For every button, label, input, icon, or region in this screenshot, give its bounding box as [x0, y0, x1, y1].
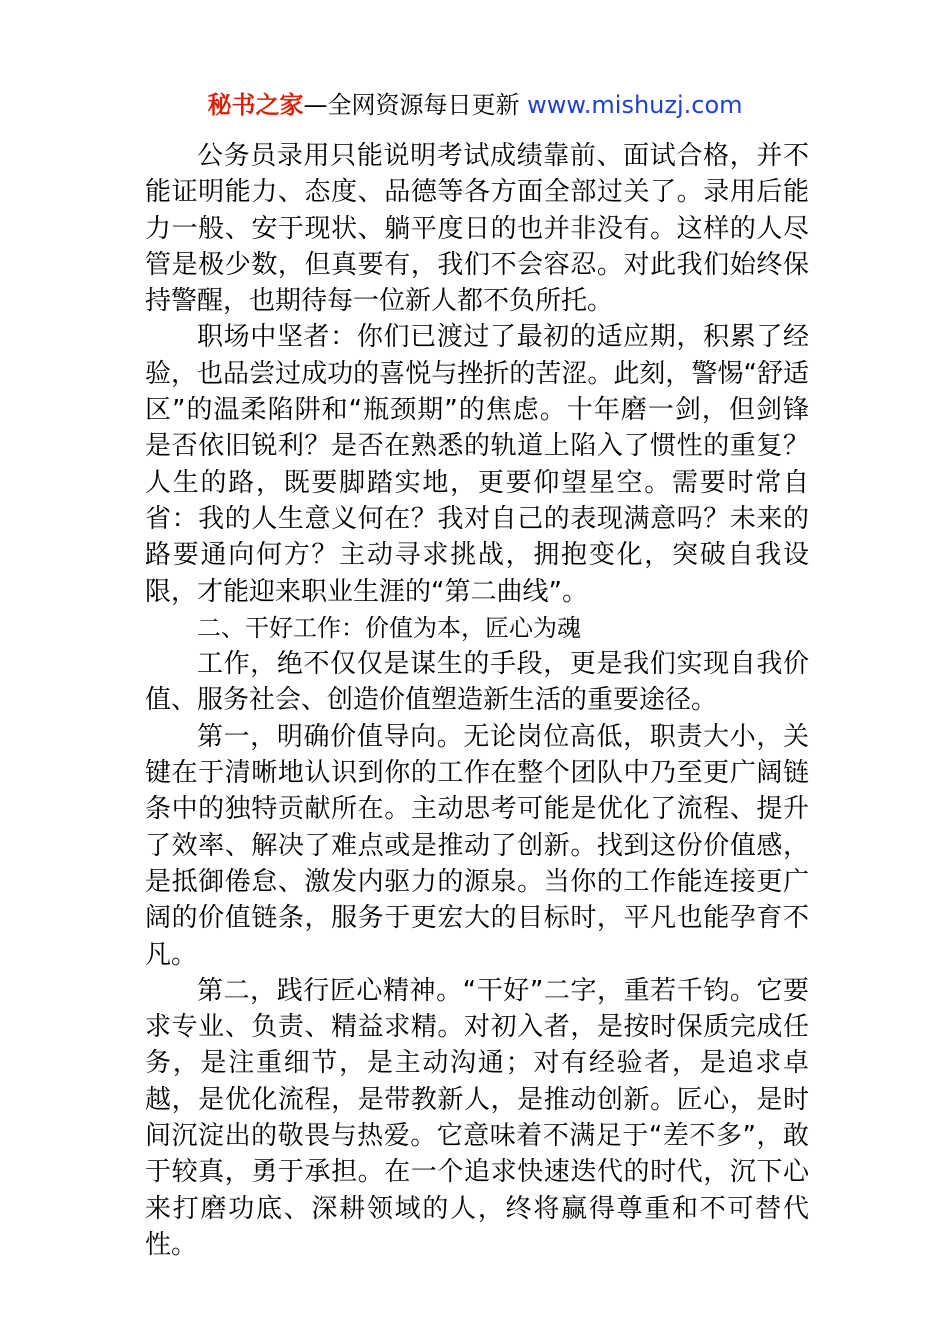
section-heading: 二、干好工作：价值为本，匠心为魂	[197, 613, 581, 642]
page-header	[0, 88, 950, 122]
paragraph: 职场中坚者：你们已渡过了最初的适应期，积累了经验，也品尝过成功的喜悦与挫折的苦涩。此刻，警惕“舒适区”的温柔陷阱和“瓶颈期”的焦虑。十年磨一剑，但剑锋是否依旧锐利？是否在熟悉的轨道上陷入了惯性的重复？人生的路，既要脚踏实地，更要仰望星空。需要时常自省：我的人生意义何在？我对自己的表现满意吗？未来的路要通向何方？主动寻求挑战，拥抱变化，突破自我设限，才能迎来职业生涯的“第二曲线”。	[145, 322, 809, 607]
brand-name: 秘书之家	[207, 91, 304, 119]
site-url-link[interactable]: www.mishuzj.com	[527, 91, 743, 119]
paragraph: 第二，践行匠心精神。“干好”二字，重若千钧。它要求专业、负责、精益求精。对初入者，是按时保质完成任务，是注重细节，是主动沟通；对有经验者，是追求卓越，是优化流程，是带教新人，是推动创新。匠心，是时间沉淀出的敬畏与热爱。它意味着不满足于“差不多”，敢于较真，勇于承担。在一个追求快速迭代的时代，沉下心来打磨功底、深耕领域的人，终将赢得尊重和不可替代性。	[145, 975, 809, 1260]
paragraph: 第一，明确价值导向。无论岗位高低，职责大小，关键在于清晰地认识到你的工作在整个团队中乃至更广阔链条中的独特贡献所在。主动思考可能是优化了流程、提升了效率、解决了难点或是推动了创新。找到这份价值感，是抵御倦怠、激发内驱力的源泉。当你的工作能连接更广阔的价值链条，服务于更宏大的目标时，平凡也能孕育不凡。	[145, 721, 809, 970]
paragraph: 工作，绝不仅仅是谋生的手段，更是我们实现自我价值、服务社会、创造价值塑造新生活的重要途径。	[145, 649, 809, 716]
document-body	[145, 138, 809, 1263]
paragraph: 公务员录用只能说明考试成绩靠前、面试合格，并不能证明能力、态度、品德等各方面全部过关了。录用后能力一般、安于现状、躺平度日的也并非没有。这样的人尽管是极少数，但真要有，我们不会容忍。对此我们始终保持警醒，也期待每一位新人都不负所托。	[145, 141, 809, 317]
header-tagline: —全网资源每日更新	[303, 91, 528, 119]
